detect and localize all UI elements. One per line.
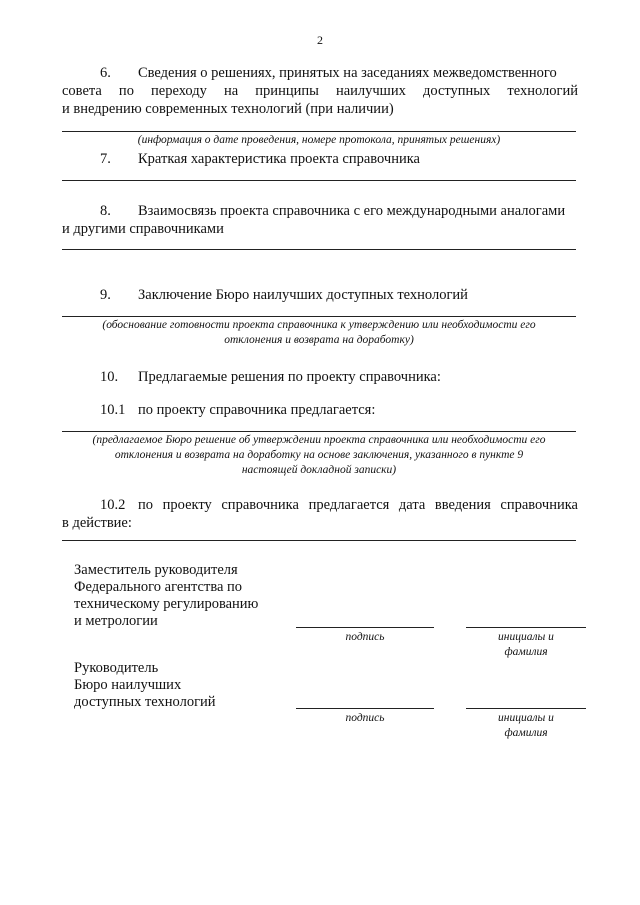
item7-answer-line[interactable] [62,180,576,181]
signatory1-name-caption-line1: инициалы и [498,631,554,643]
item9-answer-line[interactable] [62,316,576,317]
signatory1-signature-line[interactable] [296,627,434,628]
signatory1-signature-caption: подпись [345,631,385,643]
item10-number: 10. [100,369,119,385]
item6-answer-line[interactable] [62,131,576,132]
signatory2-signature-caption: подпись [345,712,385,724]
item9-note-line1: (обоснование готовности проекта справочника к утверждению или необходимости его [102,319,536,331]
item7-text: Краткая характеристика проекта справочника [138,151,420,167]
item6-line1: Сведения о решениях, принятых на заседаниях межведомственного [138,65,557,81]
item9-text: Заключение Бюро наилучших доступных технологий [138,287,468,303]
item10-1-note-line3: настоящей докладной записки) [241,464,397,476]
item10-2-number: 10.2 [100,497,126,513]
item7-number: 7. [100,151,111,167]
item6-line2: совета по переходу на принципы наилучших доступных технологий [62,83,578,99]
item6-number: 6. [100,65,111,81]
item6-note: (информация о дате проведения, номере протокола, принятых решениях) [137,134,501,146]
signatory2-title-line2: Бюро наилучших [74,677,182,693]
signatory1-title-line4: и метрологии [74,613,158,629]
signatory1-title-line3: техническому регулированию [74,596,259,612]
item10-2-answer-line[interactable] [62,540,576,541]
signatory2-name-line[interactable] [466,708,586,709]
item10-1-text: по проекту справочника предлагается: [138,402,376,418]
signatory2-signature-line[interactable] [296,708,434,709]
signatory2-name-caption-line1: инициалы и [498,712,554,724]
item10-1-answer-line[interactable] [62,431,576,432]
item8-line1: Взаимосвязь проекта справочника с его международными аналогами [138,203,566,219]
item10-1-note-line1: (предлагаемое Бюро решение об утверждении проекта справочника или необходимости его [92,434,546,446]
signatory1-title-line2: Федерального агентства по [74,579,243,595]
item10-2-line2: в действие: [62,515,132,531]
item10-text: Предлагаемые решения по проекту справочника: [138,369,441,385]
item10-2-line1: по проекту справочника предлагается дата введения справочника [138,497,578,513]
item8-line2: и другими справочниками [62,221,224,237]
item8-number: 8. [100,203,111,219]
item6-line3: и внедрению современных технологий (при наличии) [62,101,394,117]
signatory1-title-line1: Заместитель руководителя [74,562,238,578]
item10-1-note-line2: отклонения и возврата на доработку на основе заключения, указанного в пункте 9 [114,449,524,461]
item8-answer-line[interactable] [62,249,576,250]
signatory2-title-line1: Руководитель [74,660,159,676]
page-number: 2 [317,33,323,47]
signatory1-name-line[interactable] [466,627,586,628]
item9-number: 9. [100,287,111,303]
signatory1-name-caption-line2: фамилия [504,646,548,658]
item9-note-line2: отклонения и возврата на доработку) [224,334,414,346]
signatory2-name-caption-line2: фамилия [504,727,548,739]
item10-1-number: 10.1 [100,402,126,418]
signatory2-title-line3: доступных технологий [74,694,216,710]
